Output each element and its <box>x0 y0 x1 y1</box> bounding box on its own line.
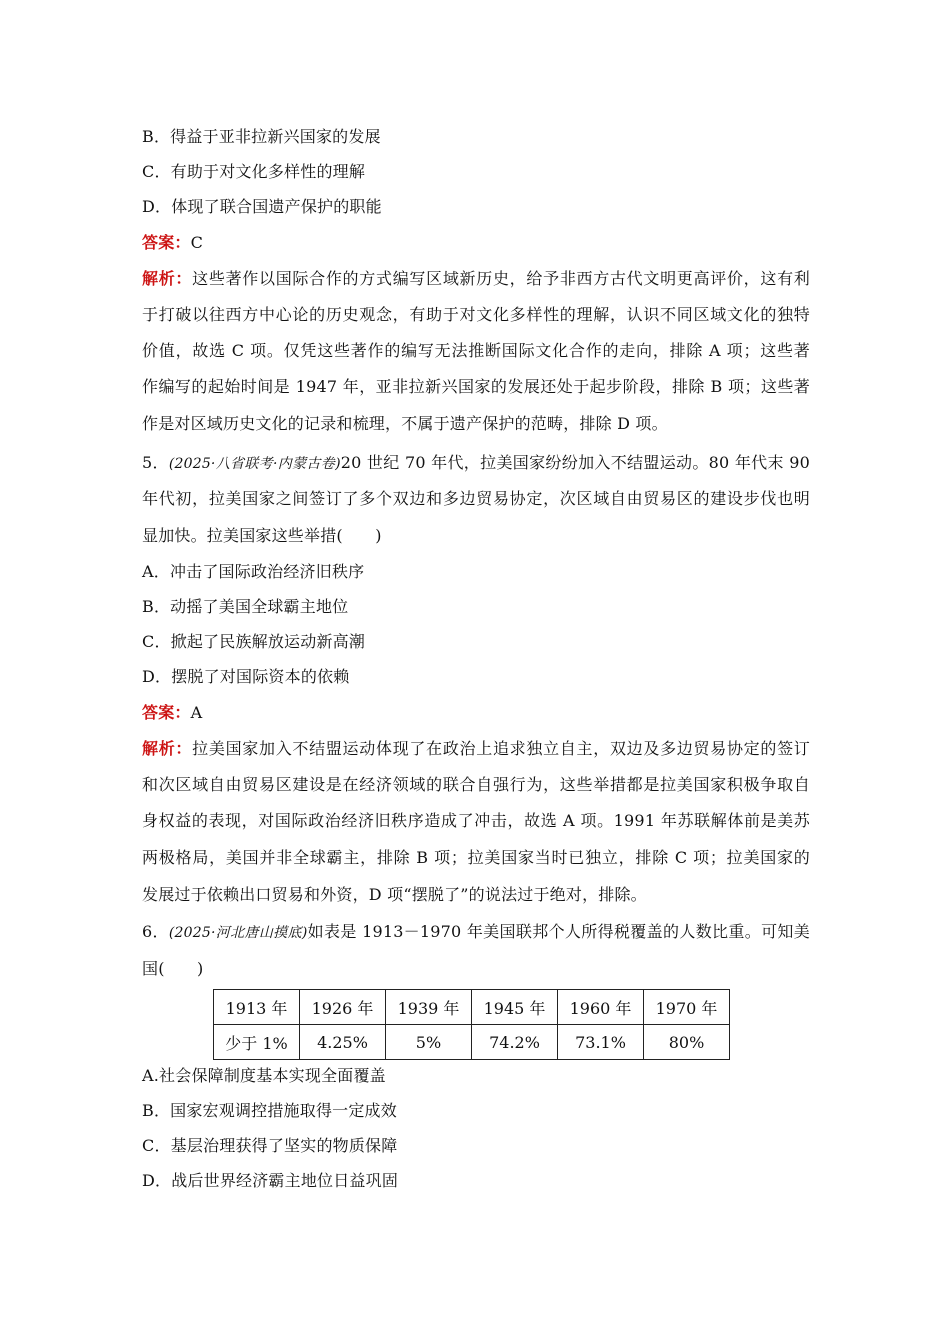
answer-value: C <box>190 233 204 252</box>
table-header-cell: 1926 年 <box>300 990 386 1025</box>
q5-analysis-line-5: 发展过于依赖出口贸易和外资，D 项“摆脱了”的说法过于绝对，排除。 <box>142 885 647 904</box>
q4-analysis-line-2: 于打破以往西方中心论的历史观念，有助于对文化多样性的理解，认识不同区域文化的独特 <box>142 305 810 324</box>
answer-label: 答案： <box>142 233 191 252</box>
q4-analysis-line-3: 价值，故选 C 项。仅凭这些著作的编写无法推断国际文化合作的走向，排除 A 项；这些著 <box>142 341 810 360</box>
table-header-cell: 1960 年 <box>558 990 644 1025</box>
table-header-cell: 1939 年 <box>386 990 472 1025</box>
analysis-text: 拉美国家加入不结盟运动体现了在政治上追求独立自主，双边及多边贸易协定的签订 <box>192 739 810 758</box>
table-row <box>214 1025 730 1060</box>
q5-option-b: B．动摇了美国全球霸主地位 <box>142 597 349 616</box>
q5-stem-line-2: 年代初，拉美国家之间签订了多个双边和多边贸易协定，次区域自由贸易区的建设步伐也明 <box>142 489 810 508</box>
table-cell: 74.2% <box>472 1025 558 1060</box>
table-header-row <box>214 990 730 1025</box>
question-number: 6． <box>142 922 169 941</box>
q5-option-c: C．掀起了民族解放运动新高潮 <box>142 632 366 651</box>
q4-option-c: C．有助于对文化多样性的理解 <box>142 162 366 181</box>
q5-option-d: D．摆脱了对国际资本的依赖 <box>142 667 350 686</box>
question-source: (2025·河北唐山摸底) <box>168 925 308 941</box>
table-cell: 4.25% <box>300 1025 386 1060</box>
table-cell: 少于 1% <box>214 1025 300 1060</box>
q5-analysis-line-4: 两极格局，美国并非全球霸主，排除 B 项；拉美国家当时已独立，排除 C 项；拉美国家的 <box>142 848 810 867</box>
q6-stem-line-1 <box>142 922 810 943</box>
q6-option-c: C．基层治理获得了坚实的物质保障 <box>142 1136 398 1155</box>
table-header-cell: 1970 年 <box>644 990 730 1025</box>
q4-answer <box>142 233 203 253</box>
q6-option-d: D．战后世界经济霸主地位日益巩固 <box>142 1171 399 1190</box>
table-cell: 5% <box>386 1025 472 1060</box>
q5-stem-line-1 <box>142 453 810 474</box>
q4-analysis-line-1 <box>142 269 810 289</box>
income-tax-coverage-table <box>213 989 730 1060</box>
q5-answer <box>142 703 202 723</box>
table-cell: 73.1% <box>558 1025 644 1060</box>
q4-analysis-line-4: 作编写的起始时间是 1947 年，亚非拉新兴国家的发展还处于起步阶段，排除 B 项；这些著 <box>142 377 810 396</box>
q4-option-d: D．体现了联合国遗产保护的职能 <box>142 197 382 216</box>
q5-analysis-line-2: 和次区域自由贸易区建设是在经济领域的联合自强行为，这些举措都是拉美国家积极争取自 <box>142 775 810 794</box>
question-number: 5． <box>142 453 169 472</box>
q5-stem-line-3: 显加快。拉美国家这些举措( ) <box>142 526 382 545</box>
q4-analysis-line-5: 作是对区域历史文化的记录和梳理，不属于遗产保护的范畴，排除 D 项。 <box>142 414 668 433</box>
table-header-cell: 1913 年 <box>214 990 300 1025</box>
q6-option-a: A.社会保障制度基本实现全面覆盖 <box>142 1066 386 1085</box>
q6-option-b: B．国家宏观调控措施取得一定成效 <box>142 1101 397 1120</box>
analysis-label: 解析： <box>142 269 193 288</box>
q5-option-a: A．冲击了国际政治经济旧秩序 <box>142 562 365 581</box>
table-cell: 80% <box>644 1025 730 1060</box>
q4-option-b: B．得益于亚非拉新兴国家的发展 <box>142 127 381 146</box>
analysis-label: 解析： <box>142 739 193 758</box>
answer-label: 答案： <box>142 703 191 722</box>
q6-stem-line-2: 国( ) <box>142 959 204 978</box>
question-stem: 如表是 1913－1970 年美国联邦个人所得税覆盖的人数比重。可知美 <box>307 922 810 941</box>
q5-analysis-line-1 <box>142 739 810 759</box>
q5-analysis-line-3: 身权益的表现，对国际政治经济旧秩序造成了冲击，故选 A 项。1991 年苏联解体前是美苏 <box>142 811 810 830</box>
question-source: (2025·八省联考·内蒙古卷) <box>168 456 341 472</box>
analysis-text: 这些著作以国际合作的方式编写区域新历史，给予非西方古代文明更高评价，这有利 <box>192 269 810 288</box>
question-stem: 20 世纪 70 年代，拉美国家纷纷加入不结盟运动。80 年代末 90 <box>340 453 810 472</box>
table-header-cell: 1945 年 <box>472 990 558 1025</box>
answer-value: A <box>190 703 203 722</box>
